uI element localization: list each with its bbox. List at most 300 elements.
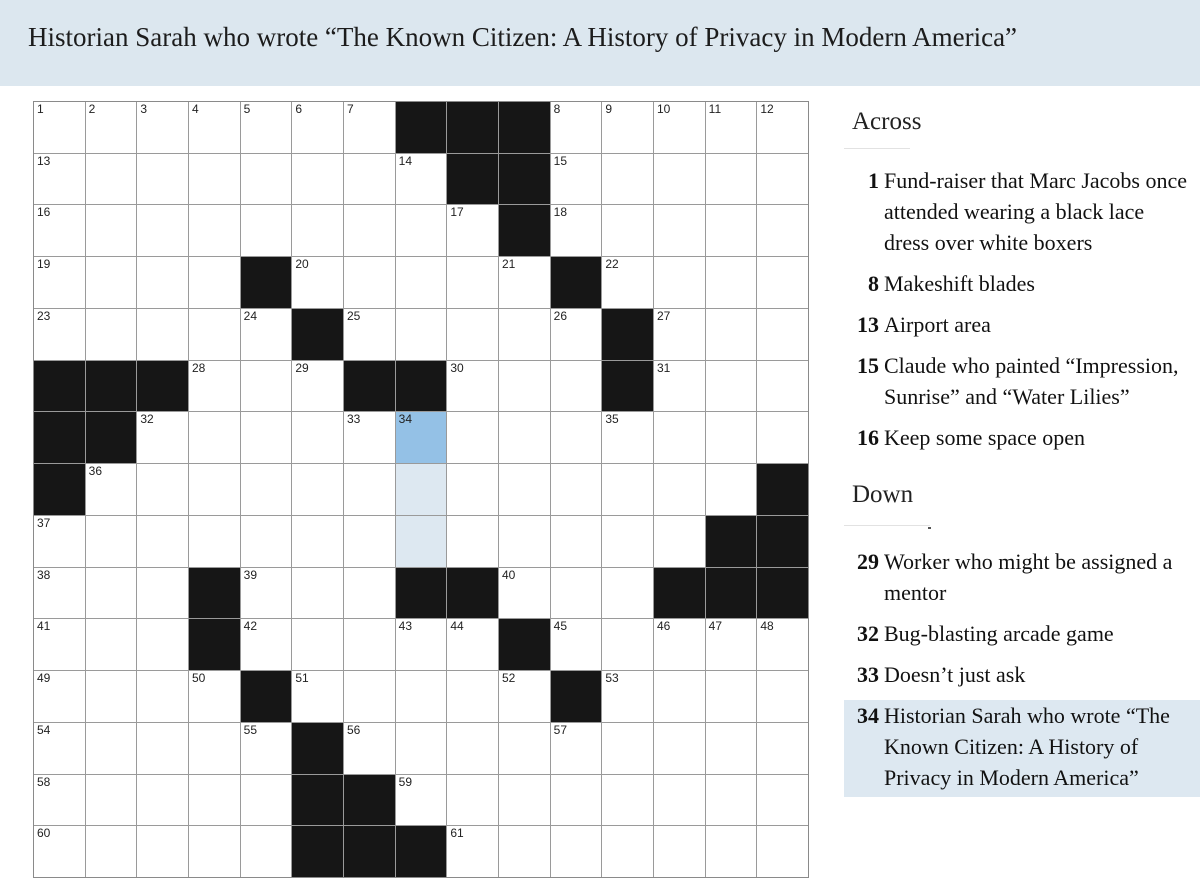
grid-cell[interactable] [654, 154, 705, 205]
black-square [706, 516, 757, 567]
cell-number: 35 [605, 412, 619, 427]
grid-cell[interactable] [189, 464, 240, 515]
grid-cell[interactable] [137, 723, 188, 774]
black-square [86, 361, 137, 412]
cell-number: 56 [347, 722, 361, 737]
down-clue-list [844, 546, 1200, 797]
grid-cell[interactable] [757, 309, 808, 360]
active-clue-bar [0, 0, 1200, 86]
grid-cell[interactable] [706, 257, 757, 308]
grid-cell[interactable] [499, 568, 550, 619]
cell-number: 21 [502, 257, 516, 272]
grid-cell[interactable] [551, 154, 602, 205]
grid-cell[interactable] [86, 619, 137, 670]
grid-cell[interactable] [499, 516, 550, 567]
cell-number: 41 [37, 619, 51, 634]
grid-cell[interactable] [757, 361, 808, 412]
grid-cell[interactable] [34, 619, 85, 670]
grid-cell[interactable] [344, 154, 395, 205]
grid-cell[interactable] [654, 671, 705, 722]
grid-cell[interactable] [396, 257, 447, 308]
grid-cell[interactable] [292, 154, 343, 205]
grid-cell[interactable] [86, 257, 137, 308]
grid-cell[interactable] [189, 775, 240, 826]
grid-cell[interactable] [757, 257, 808, 308]
grid-cell[interactable] [757, 154, 808, 205]
grid-cell[interactable] [396, 619, 447, 670]
grid-cell[interactable] [189, 154, 240, 205]
grid-cell[interactable] [137, 826, 188, 877]
clue-number: 1 [868, 168, 879, 193]
grid-cell[interactable] [654, 412, 705, 463]
selected-grid-cell[interactable] [396, 412, 447, 463]
highlighted-word-cell[interactable] [396, 516, 447, 567]
grid-cell[interactable] [654, 826, 705, 877]
cell-number: 10 [657, 102, 671, 116]
cell-number: 24 [243, 308, 258, 323]
grid-cell[interactable] [654, 205, 705, 256]
cell-number: 36 [88, 464, 103, 479]
grid-cell[interactable] [654, 257, 705, 308]
cell-number: 12 [760, 102, 774, 116]
clue-number: 8 [868, 271, 879, 296]
grid-cell[interactable] [86, 464, 137, 515]
black-square [447, 568, 498, 619]
grid-cell[interactable] [499, 671, 550, 722]
cell-number: 28 [192, 360, 206, 375]
grid-cell[interactable] [189, 671, 240, 722]
grid-cell[interactable] [137, 309, 188, 360]
cell-number: 14 [398, 153, 413, 168]
across-heading: Across [844, 100, 910, 149]
grid-cell[interactable] [292, 205, 343, 256]
clue-item[interactable] [844, 422, 1200, 463]
grid-cell[interactable] [241, 723, 292, 774]
grid-cell[interactable] [137, 568, 188, 619]
grid-cell[interactable] [86, 826, 137, 877]
highlighted-word-cell[interactable] [396, 464, 447, 515]
grid-cell[interactable] [189, 361, 240, 412]
grid-cell[interactable] [137, 619, 188, 670]
grid-cell[interactable] [34, 671, 85, 722]
grid-cell[interactable] [602, 619, 653, 670]
black-square [189, 619, 240, 670]
grid-cell[interactable] [499, 723, 550, 774]
grid-cell[interactable] [757, 412, 808, 463]
cell-number: 60 [37, 826, 51, 841]
cell-number: 53 [605, 671, 619, 686]
clue-text: Worker who might be assigned a mentor [884, 549, 1173, 605]
grid-cell[interactable] [447, 309, 498, 360]
grid-cell[interactable] [241, 154, 292, 205]
grid-cell[interactable] [189, 309, 240, 360]
grid-cell[interactable] [654, 102, 705, 153]
grid-cell[interactable] [447, 723, 498, 774]
black-square [706, 568, 757, 619]
grid-cell[interactable] [551, 309, 602, 360]
grid-cell[interactable] [344, 568, 395, 619]
grid-cell[interactable] [706, 723, 757, 774]
clue-list-panel [844, 100, 1200, 886]
grid-cell[interactable] [706, 412, 757, 463]
grid-cell[interactable] [757, 723, 808, 774]
grid-cell[interactable] [757, 671, 808, 722]
grid-cell[interactable] [447, 516, 498, 567]
grid-cell[interactable] [344, 619, 395, 670]
grid-cell[interactable] [241, 205, 292, 256]
cell-number: 46 [657, 619, 671, 634]
grid-cell[interactable] [137, 102, 188, 153]
grid-cell[interactable] [34, 154, 85, 205]
cell-number: 5 [243, 102, 251, 116]
grid-cell[interactable] [292, 568, 343, 619]
cell-number: 49 [37, 671, 51, 686]
grid-cell[interactable] [706, 619, 757, 670]
grid-cell[interactable] [602, 826, 653, 877]
grid-cell[interactable] [602, 671, 653, 722]
cell-number: 4 [192, 102, 199, 116]
grid-cell[interactable] [86, 671, 137, 722]
grid-cell[interactable] [241, 775, 292, 826]
black-square [654, 568, 705, 619]
black-square [34, 412, 85, 463]
clue-text: Fund-raiser that Marc Jacobs once attended wearing a black lace dress over white boxers [884, 168, 1188, 255]
grid-cell[interactable] [499, 826, 550, 877]
grid-cell[interactable] [499, 464, 550, 515]
down-heading: Down [852, 481, 914, 508]
grid-cell[interactable] [344, 309, 395, 360]
clue-number: 15 [857, 353, 879, 378]
grid-cell[interactable] [86, 205, 137, 256]
grid-cell[interactable] [86, 154, 137, 205]
grid-cell[interactable] [706, 464, 757, 515]
cell-number: 20 [295, 257, 309, 272]
black-square [447, 102, 498, 153]
grid-cell[interactable] [757, 826, 808, 877]
grid-cell[interactable] [706, 826, 757, 877]
grid-cell[interactable] [396, 154, 447, 205]
grid-cell[interactable] [602, 775, 653, 826]
clue-text: Doesn’t just ask [884, 662, 1026, 687]
black-square [396, 361, 447, 412]
cell-number: 23 [37, 308, 51, 323]
grid-cell[interactable] [602, 568, 653, 619]
crossword-grid[interactable] [33, 101, 809, 878]
grid-cell[interactable] [551, 205, 602, 256]
grid-cell[interactable] [499, 412, 550, 463]
grid-cell[interactable] [344, 205, 395, 256]
grid-cell[interactable] [34, 775, 85, 826]
grid-cell[interactable] [602, 412, 653, 463]
cell-number: 44 [450, 619, 464, 634]
grid-cell[interactable] [654, 775, 705, 826]
grid-cell[interactable] [86, 309, 137, 360]
active-clue-text: Historian Sarah who wrote “The Known Citizen: A History of Privacy in Modern America” [28, 21, 1018, 52]
cell-number: 52 [502, 671, 516, 686]
black-square [344, 361, 395, 412]
grid-cell[interactable] [137, 516, 188, 567]
clue-text: Claude who painted “Impression, Sunrise” and “Water Lilies” [884, 353, 1179, 409]
grid-cell[interactable] [344, 516, 395, 567]
grid-cell[interactable] [654, 723, 705, 774]
grid-cell[interactable] [292, 361, 343, 412]
clue-item[interactable] [844, 618, 1200, 659]
black-square [757, 464, 808, 515]
cell-number: 1 [37, 102, 44, 116]
cell-number: 9 [605, 102, 613, 116]
black-square [292, 309, 343, 360]
black-square [241, 671, 292, 722]
cell-number: 58 [37, 774, 51, 789]
grid-cell[interactable] [757, 619, 808, 670]
black-square [499, 619, 550, 670]
cell-number: 15 [553, 153, 568, 168]
cell-number: 37 [37, 515, 51, 530]
clue-text: Keep some space open [884, 425, 1085, 450]
grid-cell[interactable] [241, 102, 292, 153]
cell-number: 6 [295, 102, 303, 116]
clue-item[interactable] [844, 309, 1200, 350]
grid-cell[interactable] [137, 412, 188, 463]
grid-cell[interactable] [551, 723, 602, 774]
cell-number: 34 [398, 412, 413, 427]
grid-cell[interactable] [602, 464, 653, 515]
grid-cell[interactable] [292, 102, 343, 153]
grid-cell[interactable] [241, 361, 292, 412]
cell-number: 31 [657, 360, 671, 375]
black-square [86, 412, 137, 463]
grid-cell[interactable] [292, 516, 343, 567]
grid-cell[interactable] [241, 568, 292, 619]
clue-number: 33 [857, 662, 879, 687]
grid-cell[interactable] [137, 205, 188, 256]
grid-cell[interactable] [34, 205, 85, 256]
cell-number: 48 [760, 619, 774, 634]
grid-cell[interactable] [706, 775, 757, 826]
grid-cell[interactable] [551, 826, 602, 877]
grid-cell[interactable] [241, 464, 292, 515]
grid-cell[interactable] [654, 309, 705, 360]
clue-item[interactable] [844, 350, 1200, 422]
black-square [396, 102, 447, 153]
grid-cell[interactable] [344, 412, 395, 463]
grid-cell[interactable] [86, 516, 137, 567]
grid-cell[interactable] [602, 102, 653, 153]
grid-cell[interactable] [602, 257, 653, 308]
black-square [602, 361, 653, 412]
cell-number: 2 [88, 102, 96, 116]
grid-cell[interactable] [86, 102, 137, 153]
grid-cell[interactable] [292, 619, 343, 670]
grid-cell[interactable] [34, 257, 85, 308]
clue-item[interactable] [844, 165, 1200, 268]
cell-number: 18 [553, 205, 568, 220]
grid-cell[interactable] [706, 154, 757, 205]
grid-cell[interactable] [706, 671, 757, 722]
grid-cell[interactable] [396, 309, 447, 360]
cell-number: 43 [398, 619, 413, 634]
grid-cell[interactable] [447, 775, 498, 826]
grid-cell[interactable] [396, 671, 447, 722]
grid-cell[interactable] [447, 412, 498, 463]
grid-cell[interactable] [447, 257, 498, 308]
black-square [499, 154, 550, 205]
clue-item[interactable] [844, 659, 1200, 700]
grid-cell[interactable] [602, 154, 653, 205]
grid-cell[interactable] [344, 257, 395, 308]
grid-cell[interactable] [137, 154, 188, 205]
cell-number: 39 [243, 567, 258, 582]
grid-cell[interactable] [447, 671, 498, 722]
grid-cell[interactable] [241, 309, 292, 360]
cell-number: 40 [502, 567, 516, 582]
black-square [137, 361, 188, 412]
grid-cell[interactable] [241, 619, 292, 670]
black-square [447, 154, 498, 205]
black-square [189, 568, 240, 619]
grid-cell[interactable] [241, 826, 292, 877]
grid-cell[interactable] [34, 723, 85, 774]
grid-cell[interactable] [189, 516, 240, 567]
clue-item[interactable] [844, 546, 1200, 618]
grid-cell[interactable] [34, 309, 85, 360]
black-square [292, 775, 343, 826]
grid-cell[interactable] [189, 205, 240, 256]
cell-number: 26 [553, 308, 568, 323]
grid-cell[interactable] [137, 257, 188, 308]
cell-number: 51 [295, 671, 309, 686]
cell-number: 8 [553, 102, 561, 116]
grid-cell[interactable] [189, 102, 240, 153]
grid-cell[interactable] [706, 309, 757, 360]
black-square [757, 568, 808, 619]
grid-cell[interactable] [654, 464, 705, 515]
black-square [241, 257, 292, 308]
grid-cell[interactable] [551, 412, 602, 463]
grid-cell[interactable] [654, 361, 705, 412]
grid-cell[interactable] [602, 723, 653, 774]
grid-cell[interactable] [499, 775, 550, 826]
cell-number: 22 [605, 257, 619, 272]
cell-number: 30 [450, 360, 464, 375]
cell-number: 50 [192, 671, 206, 686]
black-square [602, 309, 653, 360]
grid-cell[interactable] [551, 464, 602, 515]
grid-cell[interactable] [241, 412, 292, 463]
cell-number: 54 [37, 722, 51, 737]
grid-cell[interactable] [706, 361, 757, 412]
grid-cell[interactable] [757, 775, 808, 826]
active-clue-item[interactable] [844, 700, 1200, 797]
grid-cell[interactable] [292, 464, 343, 515]
grid-cell[interactable] [137, 464, 188, 515]
grid-cell[interactable] [706, 102, 757, 153]
grid-cell[interactable] [86, 723, 137, 774]
grid-cell[interactable] [189, 412, 240, 463]
grid-cell[interactable] [189, 257, 240, 308]
cell-number: 32 [140, 412, 154, 427]
grid-cell[interactable] [447, 205, 498, 256]
clue-number: 29 [857, 549, 879, 574]
grid-cell[interactable] [447, 619, 498, 670]
clue-number: 13 [857, 312, 879, 337]
grid-cell[interactable] [757, 102, 808, 153]
grid-cell[interactable] [396, 723, 447, 774]
grid-cell[interactable] [396, 775, 447, 826]
grid-cell[interactable] [551, 361, 602, 412]
clue-text: Makeshift blades [884, 271, 1035, 296]
grid-cell[interactable] [344, 102, 395, 153]
grid-cell[interactable] [34, 826, 85, 877]
black-square [499, 205, 550, 256]
grid-cell[interactable] [706, 205, 757, 256]
grid-cell[interactable] [344, 723, 395, 774]
cell-number: 27 [657, 308, 671, 323]
grid-cell[interactable] [396, 205, 447, 256]
grid-cell[interactable] [344, 671, 395, 722]
grid-cell[interactable] [344, 464, 395, 515]
grid-cell[interactable] [499, 361, 550, 412]
grid-cell[interactable] [241, 516, 292, 567]
grid-cell[interactable] [447, 826, 498, 877]
grid-cell[interactable] [499, 309, 550, 360]
grid-cell[interactable] [189, 723, 240, 774]
grid-cell[interactable] [189, 826, 240, 877]
grid-cell[interactable] [551, 102, 602, 153]
clue-item[interactable] [844, 268, 1200, 309]
grid-cell[interactable] [447, 464, 498, 515]
grid-cell[interactable] [292, 412, 343, 463]
grid-cell[interactable] [551, 619, 602, 670]
down-heading-divider [844, 525, 930, 526]
grid-cell[interactable] [86, 568, 137, 619]
grid-cell[interactable] [292, 671, 343, 722]
grid-cell[interactable] [551, 568, 602, 619]
cell-number: 19 [37, 257, 51, 272]
cell-number: 38 [37, 567, 51, 582]
cell-number: 29 [295, 360, 309, 375]
cell-number: 47 [708, 619, 723, 634]
grid-cell[interactable] [551, 775, 602, 826]
grid-cell[interactable] [86, 775, 137, 826]
grid-cell[interactable] [757, 205, 808, 256]
grid-cell[interactable] [654, 619, 705, 670]
grid-cell[interactable] [602, 516, 653, 567]
grid-cell[interactable] [137, 775, 188, 826]
grid-cell[interactable] [551, 516, 602, 567]
cell-number: 45 [553, 619, 568, 634]
grid-cell[interactable] [34, 568, 85, 619]
cell-number: 33 [347, 412, 361, 427]
clue-number: 34 [857, 703, 879, 728]
clue-number: 32 [857, 621, 879, 646]
cell-number: 59 [398, 774, 413, 789]
grid-cell[interactable] [292, 257, 343, 308]
grid-cell[interactable] [602, 205, 653, 256]
grid-cell[interactable] [447, 361, 498, 412]
across-clue-list [844, 165, 1200, 463]
black-square [344, 826, 395, 877]
grid-cell[interactable] [654, 516, 705, 567]
grid-cell[interactable] [34, 102, 85, 153]
grid-cell[interactable] [499, 257, 550, 308]
cell-number: 25 [347, 308, 361, 323]
grid-cell[interactable] [137, 671, 188, 722]
cell-number: 61 [450, 826, 464, 841]
cell-number: 16 [37, 205, 51, 220]
black-square [551, 671, 602, 722]
grid-cell[interactable] [34, 516, 85, 567]
